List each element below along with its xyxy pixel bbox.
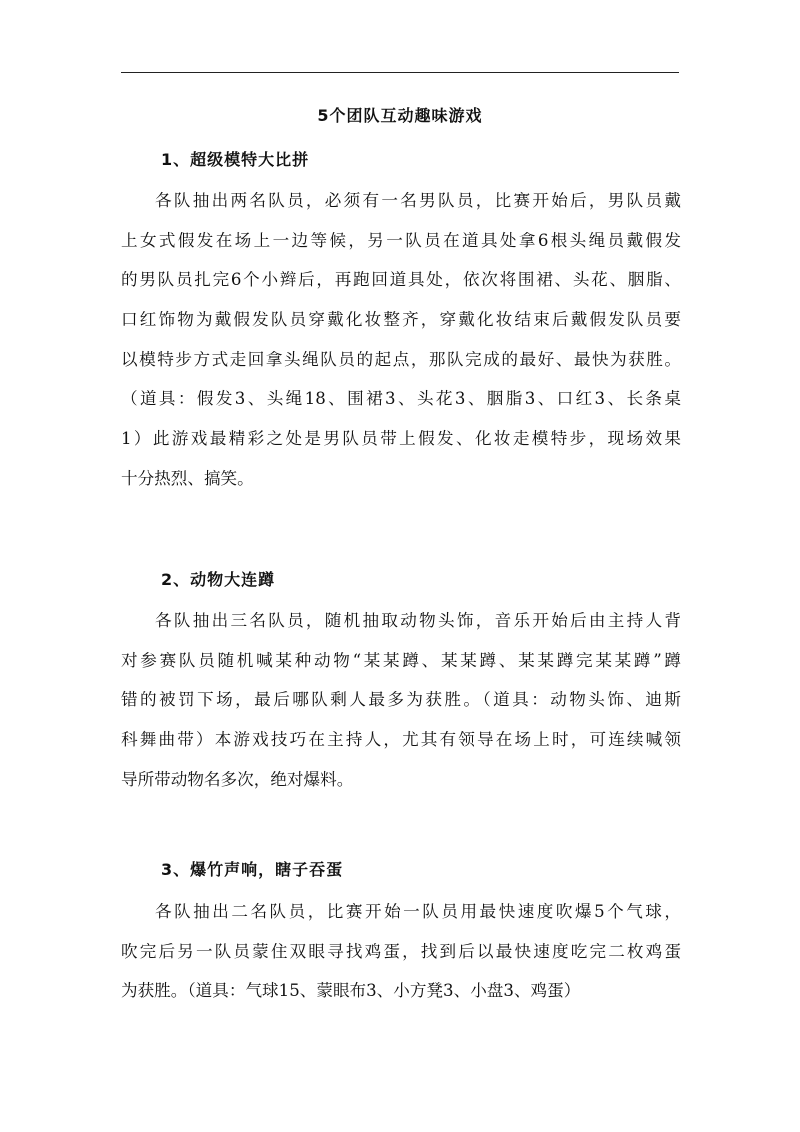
paragraph-line: 各队抽出二名队员，比赛开始一队员用最快速度吹爆5个气球， bbox=[155, 902, 681, 921]
paragraph-line: 1）此游戏最精彩之处是男队员带上假发、化妆走模特步，现场效果 bbox=[121, 429, 681, 449]
section-heading-1: 1、超级模特大比拼 bbox=[161, 150, 310, 169]
paragraph-line: （道具：假发3、头绳18、围裙3、头花3、胭脂3、口红3、长条桌 bbox=[121, 389, 681, 409]
section-heading-2: 2、动物大连蹲 bbox=[161, 570, 276, 589]
paragraph-line: 口红饰物为戴假发队员穿戴化妆整齐，穿戴化妆结束后戴假发队员要 bbox=[121, 310, 681, 330]
section-heading-3: 3、爆竹声响，瞎子吞蛋 bbox=[161, 860, 344, 879]
paragraph-line: 导所带动物名多次，绝对爆料。 bbox=[121, 769, 354, 789]
paragraph-line: 为获胜。（道具：气球15、蒙眼布3、小方凳3、小盘3、鸡蛋） bbox=[121, 981, 581, 1001]
paragraph-line: 吹完后另一队员蒙住双眼寻找鸡蛋，找到后以最快速度吃完二枚鸡蛋 bbox=[121, 941, 681, 961]
header-rule bbox=[121, 72, 679, 73]
paragraph-line: 上女式假发在场上一边等候，另一队员在道具处拿6根头绳员戴假发 bbox=[121, 230, 681, 250]
paragraph-line: 对参赛队员随机喊某种动物“某某蹲、某某蹲、某某蹲完某某蹲”蹲 bbox=[121, 650, 681, 670]
section-paragraph-3 bbox=[121, 892, 681, 1011]
paragraph-line: 各队抽出三名队员，随机抽取动物头饰，音乐开始后由主持人背 bbox=[155, 611, 681, 630]
section-paragraph-1 bbox=[121, 181, 681, 499]
paragraph-line: 十分热烈、搞笑。 bbox=[121, 468, 254, 488]
paragraph-line: 错的被罚下场，最后哪队剩人最多为获胜。（道具：动物头饰、迪斯 bbox=[121, 690, 681, 710]
paragraph-line: 的男队员扎完6个小辫后，再跑回道具处，依次将围裙、头花、胭脂、 bbox=[121, 270, 681, 290]
document-title: 5个团队互动趣味游戏 bbox=[317, 106, 483, 125]
section-paragraph-2 bbox=[121, 601, 681, 799]
paragraph-line: 以模特步方式走回拿头绳队员的起点，那队完成的最好、最快为获胜。 bbox=[121, 349, 681, 369]
paragraph-line: 科舞曲带）本游戏技巧在主持人，尤其有领导在场上时，可连续喊领 bbox=[121, 730, 681, 750]
paragraph-line: 各队抽出两名队员，必须有一名男队员，比赛开始后，男队员戴 bbox=[155, 191, 681, 210]
